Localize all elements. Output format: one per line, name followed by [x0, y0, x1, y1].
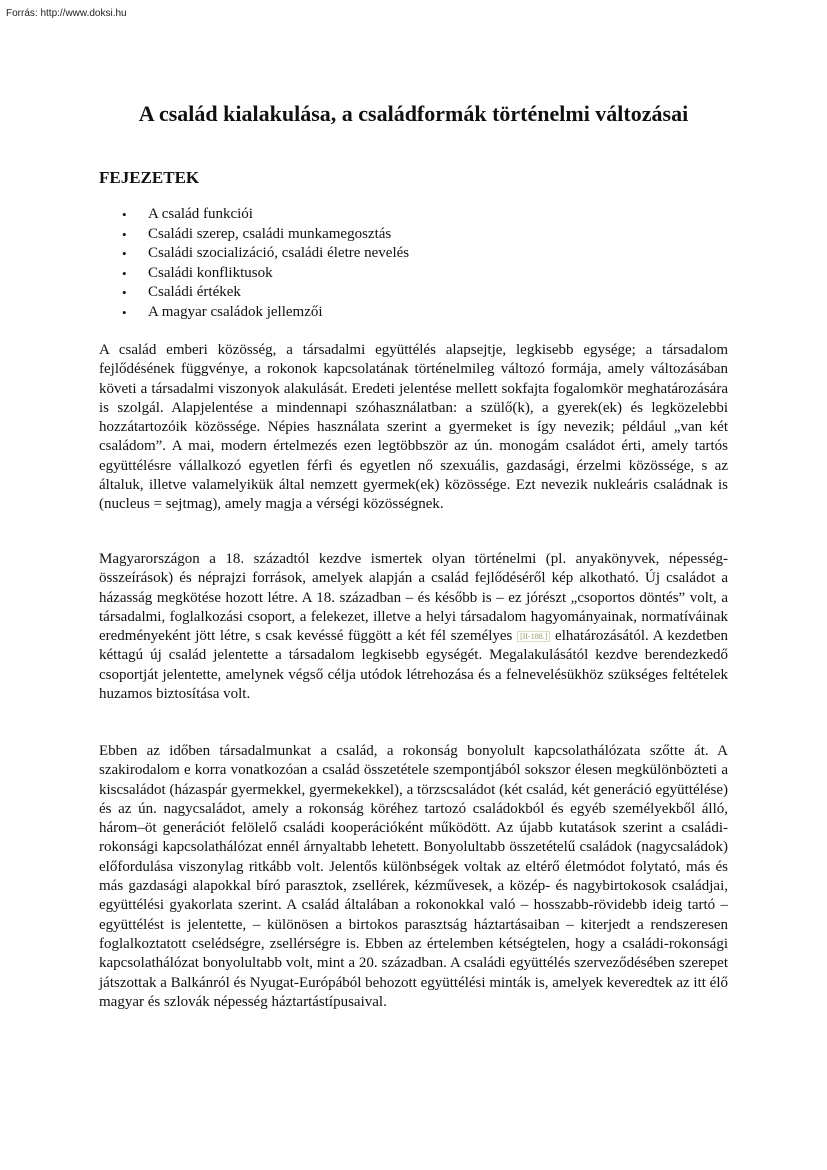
chapters-heading: FEJEZETEK	[99, 168, 200, 187]
list-item: • Családi konfliktusok	[99, 264, 409, 284]
list-item: • A család funkciói	[99, 205, 409, 225]
source-label: Forrás: http://www.doksi.hu	[6, 8, 127, 19]
list-item: • Családi értékek	[99, 283, 409, 303]
chapters-list	[99, 205, 409, 323]
paragraph-text: elhatározásától. A kezdetben kéttagú új család jelentette a társadalom legkisebb egységét. Megalakulásától kezdve berendezkedő csoportját jelentette, amelynek végső célja utódok létrehozása és a felnevelésükhöz szükséges feltételek huzamos biztosítása volt.	[99, 628, 729, 703]
list-item: • Családi szerep, családi munkamegosztás	[99, 225, 409, 245]
paragraph-hungary-history	[99, 550, 728, 704]
reference-marker[interactable]: [II-188.]	[517, 631, 550, 642]
document-title: A család kialakulása, a családformák történelmi változásai	[138, 101, 689, 126]
paragraph-text: Magyarországon a 18. századtól kezdve ismertek olyan történelmi (pl. anyakönyvek, népesség-összeírások) és néprajzi források, amelyek alapján a család fejlődéséről kép alkotható. Új családot a házasság megkötése hozott létre. A 18. században – és később is – ez jórészt „csoportos döntés” volt, a társadalmi, foglalkozási csoport, a felekezet, illetve a helyi társadalom hagyományainak, normatíváinak eredményeként jött létre, s csak kevéssé függött a két fél személyes	[99, 551, 728, 645]
list-item: • Családi szocializáció, családi életre nevelés	[99, 244, 409, 264]
list-item: • A magyar családok jellemzői	[99, 303, 409, 323]
paragraph-kinship-network: Ebben az időben társadalmunkat a család, a rokonság bonyolult kapcsolathálózata szőtte át. A szakirodalom e korra vonatkozóan a család összetétele szempontjából sokszor élesen megkülönbözteti a kiscsaládot (házaspár gyermekkel, gyermekekkel), a törzscsaládot (két család, két generáció együttélése) és az ún. nagycsaládot, amely a rokonság köréhez tartozó családokból és egyéb személyekből álló, három–öt generációt felölelő családi kooperációként működött. Az újabb kutatások szerint a családi-rokonsági kapcsolathálózat ennél árnyaltabb lehetett. Bonyolultabb összetételű családok (nagycsaládok) előfordulása viszonylag ritkább volt. Jelentős különbségek voltak az eltérő életmódot folytató, más és más gazdasági alapokkal bíró parasztok, zsellérek, kézművesek, a közép- és nagybirtokosok családjai, együttélési gyakorlata szerint. A család általában a rokonokkal való – hosszabb-rövidebb ideig tartó – együttélést is jelentette, – különösen a birtokos parasztság háztartásaiban – kiterjedt a rendszeresen foglalkoztatott cselédségre, zsellérségre is. Ebben az értelemben kétségtelen, hogy a családi-rokonsági kapcsolathálózat bonyolultabb volt, mint a 20. században. A családi együttélés szerveződésében szerepet játszottak a Balkánról és Nyugat-Európából behozott együttélési minták is, amelyek keveredtek az itt élő magyar és szlovák népesség háztartástípusaival.	[99, 743, 728, 1010]
paragraph-family-definition: A család emberi közösség, a társadalmi együttélés alapsejtje, legkisebb egysége; a társadalom fejlődésének függvénye, a rokonok kapcsolatának történelmileg változó formája, amely változásában követi a társadalmi viszonyok alakulását. Eredeti jelentése mellett sokfajta fogalomkör meghatározására is szolgál. Alapjelentése a mindennapi szóhasználatban: a szülő(k), a gyerek(ek) és legközelebbi hozzátartozóik közössége. Népies használata szerint a gyermeket is így nevezik; például „van két családom”. A mai, modern értelmezés ezen legtöbbször az ún. monogám családot érti, amely tartós együttélésre vállalkozó egyetlen férfi és egyetlen nő szexuális, gazdasági, érzelmi közössége, s az általuk, illetve valamelyikük által nemzett gyermek(ek) közössége. Ezt nevezik nukleáris családnak is (nucleus = sejtmag), amely magja a vérségi közösségnek.	[99, 342, 728, 513]
